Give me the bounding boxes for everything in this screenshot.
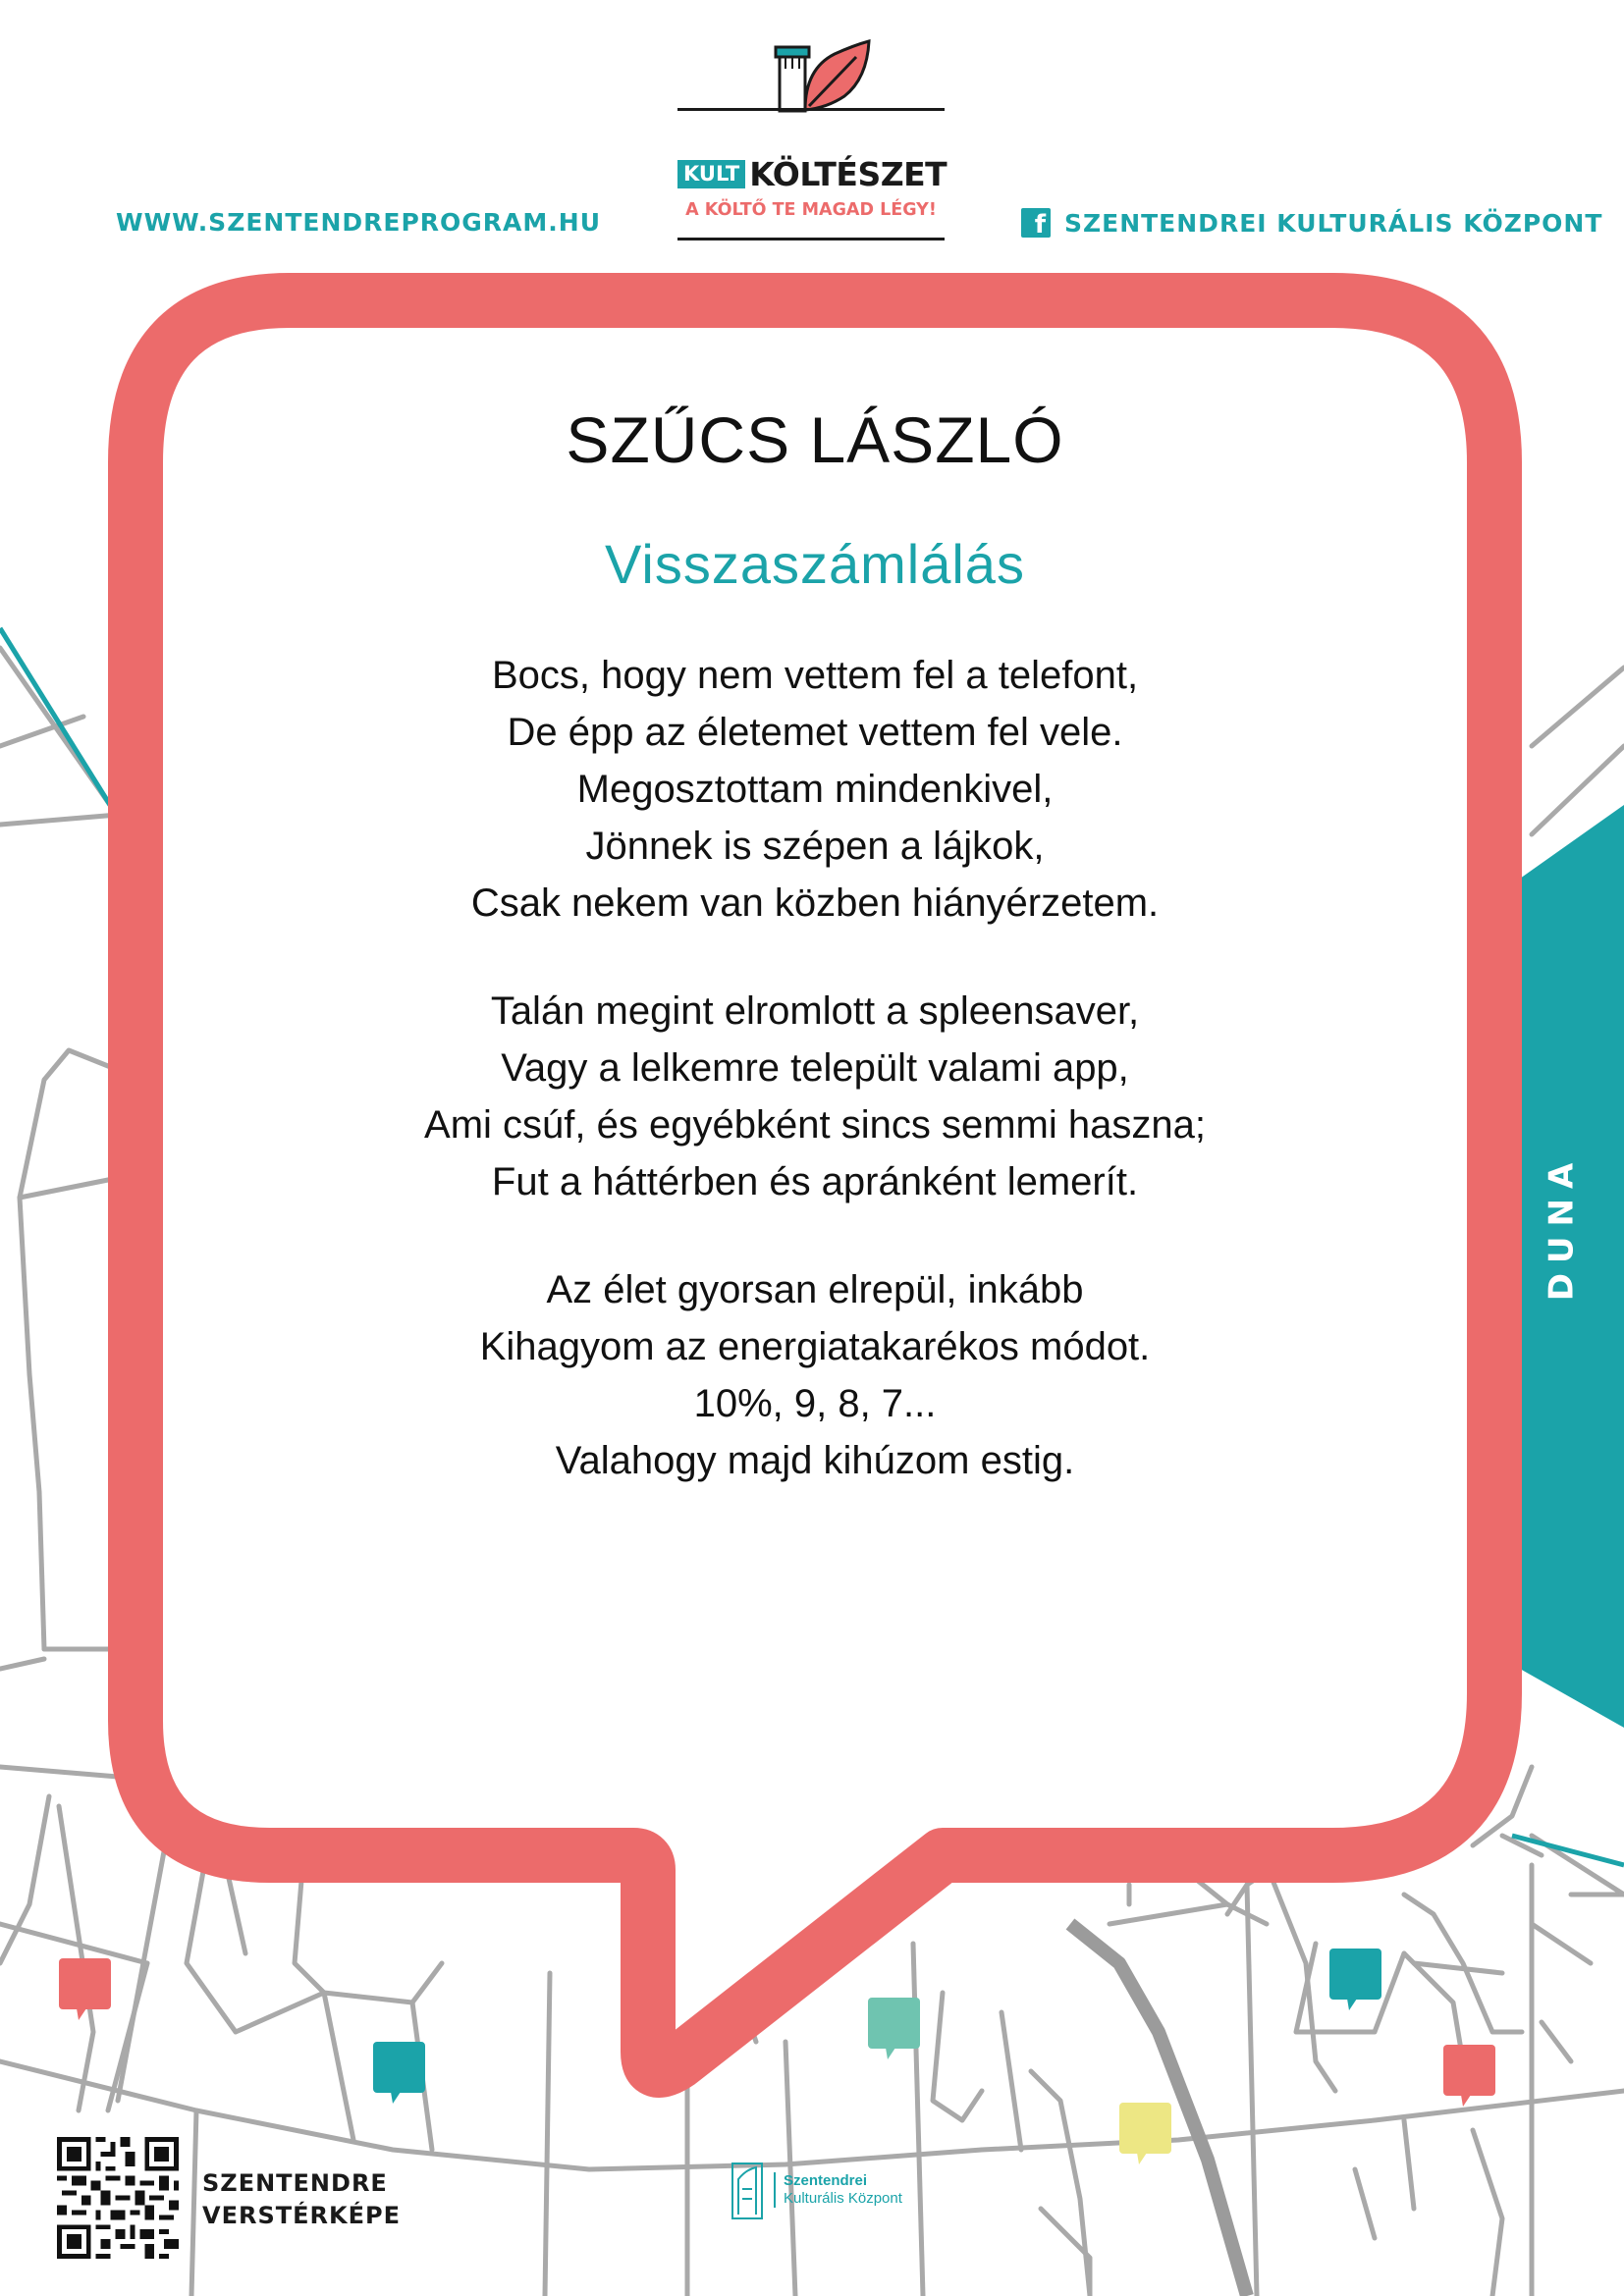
building-quill-icon xyxy=(766,39,874,113)
poem-line: Talán megint elromlott a spleensaver, xyxy=(490,989,1140,1033)
poem-line: Megosztottam mindenkivel, xyxy=(576,768,1054,811)
organization-name-line2: Kulturális Központ xyxy=(784,2190,902,2207)
poem-line: Valahogy majd kihúzom estig. xyxy=(555,1439,1075,1482)
poem-author: SZŰCS LÁSZLÓ xyxy=(566,403,1064,476)
marker-pin-green xyxy=(868,1998,920,2059)
website-link[interactable]: WWW.SZENTENDREPROGRAM.HU xyxy=(116,208,601,237)
poem xyxy=(167,402,1463,1489)
poem-line: 10%, 9, 8, 7... xyxy=(693,1382,937,1425)
footer-title xyxy=(202,2167,401,2232)
footer-title-line2: VERSTÉRKÉPE xyxy=(202,2202,401,2229)
poem-line: Ami csúf, és egyébként sincs semmi haszna; xyxy=(424,1103,1206,1147)
marker-pin-teal-left xyxy=(373,2042,425,2104)
facebook-page-name: SZENTENDREI KULTURÁLIS KÖZPONT xyxy=(1064,208,1603,238)
logo-name: KÖLTÉSZET xyxy=(749,155,947,193)
facebook-link[interactable] xyxy=(1021,208,1602,238)
qr-code-icon[interactable] xyxy=(57,2137,179,2259)
poem-line: Kihagyom az energiatakarékos módot. xyxy=(479,1325,1151,1368)
poem-line: De épp az életemet vettem fel vele. xyxy=(507,711,1123,754)
skk-building-icon xyxy=(731,2160,766,2220)
poem-line: Bocs, hogy nem vettem fel a telefont, xyxy=(491,654,1139,697)
marker-pin-yellow xyxy=(1119,2103,1171,2164)
poem-stanza-3 xyxy=(167,1261,1463,1489)
marker-pin-red-right xyxy=(1443,2045,1495,2107)
marker-pin-red-left xyxy=(59,1958,111,2020)
river-label xyxy=(1512,1129,1610,1325)
river-label-text: DUNA xyxy=(1542,1152,1582,1302)
kult-kolteszet-logo xyxy=(677,39,945,250)
marker-pin-teal-right xyxy=(1329,1949,1381,2010)
organization-name-line1: Szentendrei xyxy=(784,2172,868,2189)
organization-logo xyxy=(731,2160,902,2220)
poem-stanza-1 xyxy=(167,647,1463,932)
kult-badge: KULT xyxy=(677,160,745,188)
poem-line: Csak nekem van közben hiányérzetem. xyxy=(470,881,1160,925)
poem-stanza-2 xyxy=(167,983,1463,1210)
logo-slogan: A KÖLTŐ TE MAGAD LÉGY! xyxy=(685,200,937,220)
poem-line: Vagy a lelkemre települt valami app, xyxy=(501,1046,1129,1090)
facebook-icon: f xyxy=(1021,208,1051,238)
poem-line: Fut a háttérben és apránként lemerít. xyxy=(491,1160,1139,1203)
poem-line: Jönnek is szépen a lájkok, xyxy=(585,825,1045,868)
footer-title-line1: SZENTENDRE xyxy=(202,2169,388,2197)
poem-line: Az élet gyorsan elrepül, inkább xyxy=(546,1268,1084,1311)
poem-title: Visszaszámlálás xyxy=(605,533,1025,595)
